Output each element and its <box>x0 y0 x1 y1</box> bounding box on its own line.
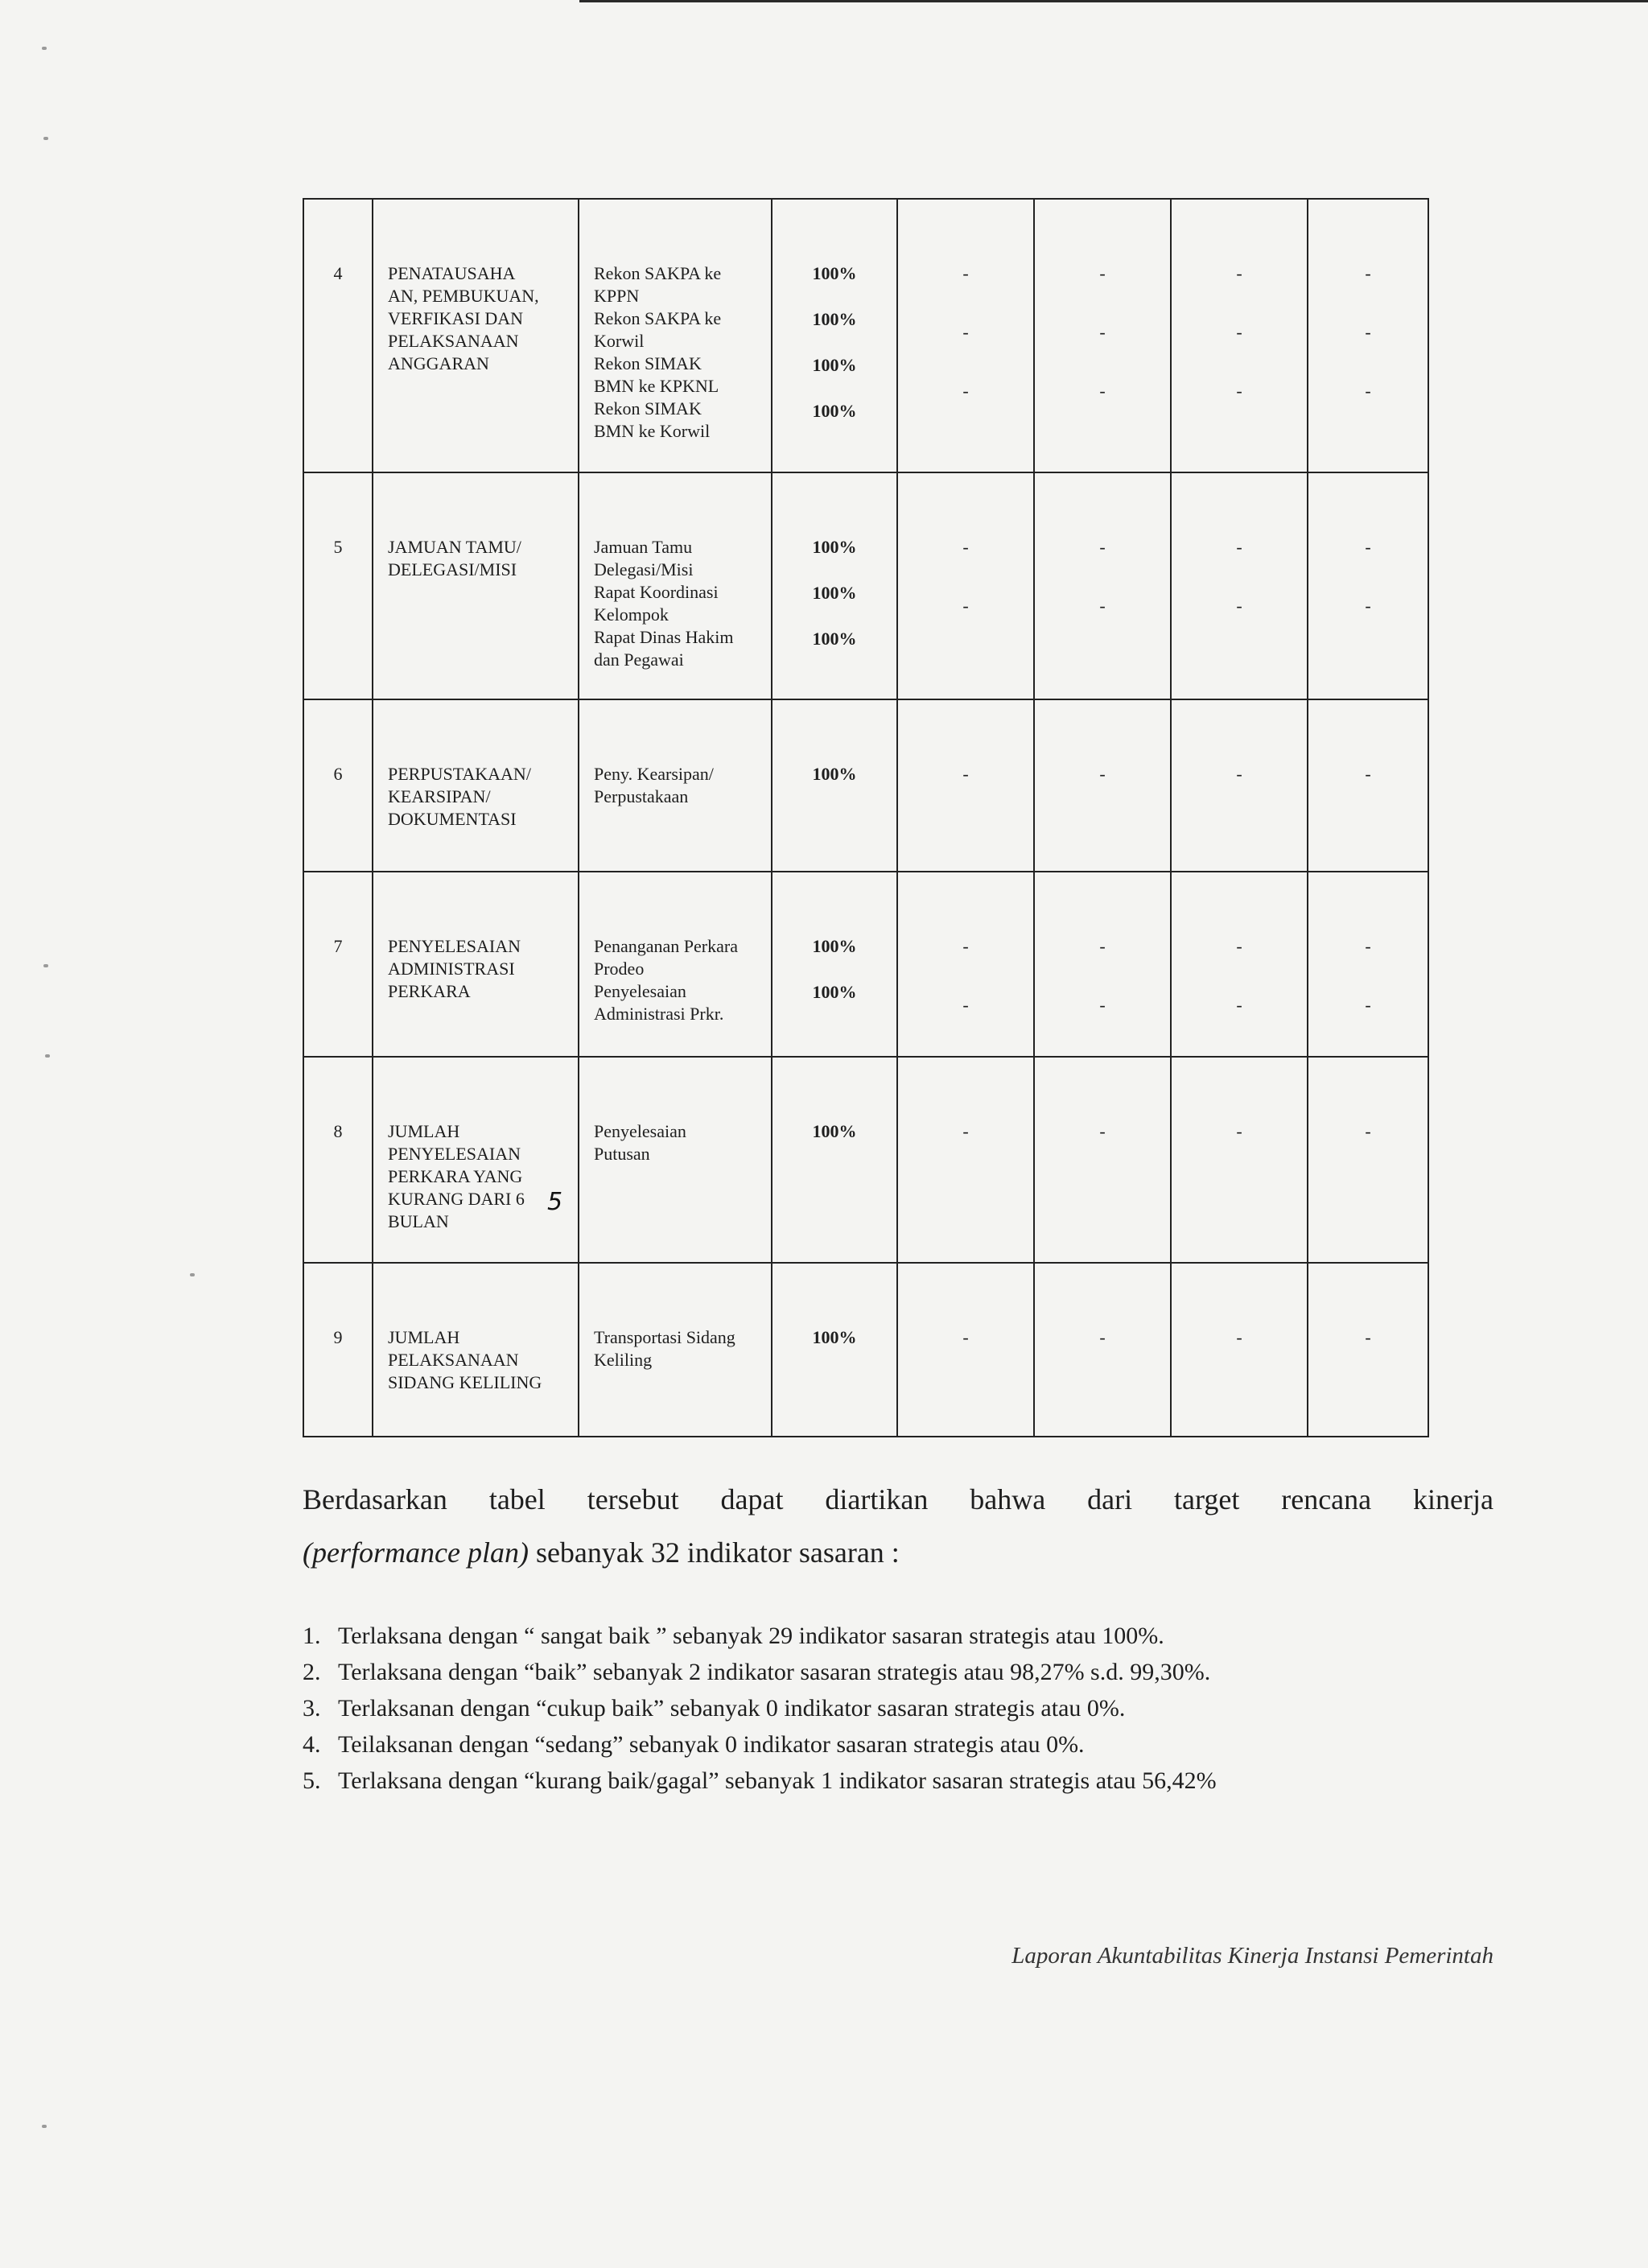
dash-mark: - <box>962 936 969 956</box>
list-number: 5. <box>303 1767 321 1794</box>
program-line: AN, PEMBUKUAN, <box>388 286 539 306</box>
empty-value-cell <box>1171 1263 1308 1437</box>
list-item <box>303 1654 1494 1690</box>
program-line: ANGGARAN <box>388 353 489 373</box>
empty-value-cell <box>1171 199 1308 472</box>
dash-mark: - <box>1236 596 1242 616</box>
list-number: 2. <box>303 1659 321 1685</box>
dash-mark: - <box>1365 537 1371 557</box>
table-body <box>303 199 1428 1437</box>
empty-value-cell <box>1034 472 1171 699</box>
activity-line: Kelompok <box>594 604 669 625</box>
list-number: 3. <box>303 1695 321 1722</box>
empty-value-cell <box>1308 872 1428 1057</box>
dash-mark: - <box>962 764 969 784</box>
table-row <box>303 699 1428 872</box>
dash-mark: - <box>962 263 969 283</box>
target-cell <box>772 699 897 872</box>
activity-line: Penyelesaian <box>594 981 686 1001</box>
program-line: PENYELESAIAN <box>388 1144 521 1164</box>
activity-line: Penanganan Perkara <box>594 936 738 956</box>
scan-speck <box>43 964 48 967</box>
activity-line: BMN ke Korwil <box>594 421 711 441</box>
target-value: 100% <box>812 982 857 1002</box>
target-value: 100% <box>812 401 857 421</box>
program-line: PERPUSTAKAAN/ <box>388 764 531 784</box>
target-value: 100% <box>812 355 857 375</box>
scan-speck <box>42 47 47 50</box>
program-line: JAMUAN TAMU/ <box>388 537 521 557</box>
empty-value-cell <box>1308 699 1428 872</box>
program-line: PENATAUSAHA <box>388 263 516 283</box>
dash-mark: - <box>962 995 969 1015</box>
dash-mark: - <box>1099 263 1106 283</box>
empty-value-cell <box>897 872 1034 1057</box>
list-text: Terlaksanan dengan “cukup baik” sebanyak 0 indikator sasaran strategis atau 0%. <box>338 1695 1126 1722</box>
program-line: KURANG DARI 6 <box>388 1189 525 1209</box>
row-number: 7 <box>303 872 373 1057</box>
dash-mark: - <box>1365 764 1371 784</box>
dash-mark: - <box>962 381 969 401</box>
activity-line: Peny. Kearsipan/ <box>594 764 714 784</box>
row-number: 5 <box>303 472 373 699</box>
activity-line: Rapat Koordinasi <box>594 582 719 602</box>
program-line: KEARSIPAN/ <box>388 786 491 806</box>
dash-mark: - <box>1365 322 1371 342</box>
target-value: 100% <box>812 309 857 329</box>
empty-value-cell <box>1034 199 1171 472</box>
target-cell <box>772 199 897 472</box>
activity-cell <box>579 699 772 872</box>
dash-mark: - <box>1099 1327 1106 1347</box>
empty-value-cell <box>897 199 1034 472</box>
target-value: 100% <box>812 1121 857 1141</box>
dash-mark: - <box>1365 1121 1371 1141</box>
program-line: PENYELESAIAN <box>388 936 521 956</box>
activity-line: Perpustakaan <box>594 786 689 806</box>
dash-mark: - <box>1236 1327 1242 1347</box>
dash-mark: - <box>1236 537 1242 557</box>
dash-mark: - <box>1236 322 1242 342</box>
list-text: Terlaksana dengan “kurang baik/gagal” sebanyak 1 indikator sasaran strategis atau 56,42% <box>338 1767 1217 1794</box>
dash-mark: - <box>1236 995 1242 1015</box>
summary-paragraph-continued <box>303 1526 1494 1579</box>
program-line: PELAKSANAAN <box>388 331 519 351</box>
dash-mark: - <box>1099 1121 1106 1141</box>
program-line: PERKARA YANG <box>388 1166 523 1186</box>
activity-line: Rekon SIMAK <box>594 353 702 373</box>
empty-value-cell <box>1034 699 1171 872</box>
row-number: 9 <box>303 1263 373 1437</box>
footer-title: Laporan Akuntabilitas Kinerja Instansi Pemerintah <box>1011 1943 1494 1969</box>
activity-line: Rapat Dinas Hakim <box>594 627 734 647</box>
activity-line: Rekon SAKPA ke <box>594 308 722 328</box>
dash-mark: - <box>962 322 969 342</box>
performance-table <box>303 198 1429 1437</box>
dash-mark: - <box>1099 381 1106 401</box>
dash-mark: - <box>962 537 969 557</box>
activity-line: Penyelesaian <box>594 1121 686 1141</box>
scan-speck <box>43 137 48 140</box>
empty-value-cell <box>1171 1057 1308 1263</box>
activity-line: Putusan <box>594 1144 650 1164</box>
empty-value-cell <box>1171 472 1308 699</box>
dash-mark: - <box>1365 263 1371 283</box>
activity-line: Delegasi/Misi <box>594 559 694 579</box>
program-cell <box>373 1057 579 1263</box>
table-row <box>303 1263 1428 1437</box>
activity-line: Korwil <box>594 331 645 351</box>
list-item <box>303 1763 1494 1799</box>
program-line: BULAN <box>388 1211 449 1231</box>
dash-mark: - <box>1365 1327 1371 1347</box>
scan-speck <box>190 1273 195 1276</box>
activity-line: Prodeo <box>594 959 645 979</box>
target-value: 100% <box>812 583 857 603</box>
dash-mark: - <box>1365 936 1371 956</box>
target-cell <box>772 1057 897 1263</box>
empty-value-cell <box>1171 872 1308 1057</box>
activity-cell <box>579 1057 772 1263</box>
dash-mark: - <box>1236 1121 1242 1141</box>
program-line: VERFIKASI DAN <box>388 308 524 328</box>
empty-value-cell <box>1308 199 1428 472</box>
dash-mark: - <box>1099 537 1106 557</box>
program-cell <box>373 199 579 472</box>
target-value: 100% <box>812 936 857 956</box>
program-cell <box>373 1263 579 1437</box>
dash-mark: - <box>1099 596 1106 616</box>
activity-line: Transportasi Sidang <box>594 1327 735 1347</box>
program-line: PELAKSANAAN <box>388 1350 519 1370</box>
activity-cell <box>579 1263 772 1437</box>
table-row <box>303 199 1428 472</box>
target-cell <box>772 872 897 1057</box>
empty-value-cell <box>1034 1057 1171 1263</box>
list-text: Teilaksanan dengan “sedang” sebanyak 0 indikator sasaran strategis atau 0%. <box>338 1731 1085 1758</box>
scan-edge-line <box>579 0 1648 2</box>
activity-line: dan Pegawai <box>594 649 684 670</box>
list-text: Terlaksana dengan “ sangat baik ” sebanyak 29 indikator sasaran strategis atau 100%. <box>338 1623 1164 1649</box>
activity-line: Administrasi Prkr. <box>594 1004 724 1024</box>
list-number: 1. <box>303 1623 321 1649</box>
activity-line: Keliling <box>594 1350 653 1370</box>
row-number: 8 <box>303 1057 373 1263</box>
list-number: 4. <box>303 1731 321 1758</box>
program-line: ADMINISTRASI <box>388 959 515 979</box>
empty-value-cell <box>897 699 1034 872</box>
dash-mark: - <box>1365 381 1371 401</box>
program-line: PERKARA <box>388 981 471 1001</box>
summary-paragraph: Berdasarkan tabel tersebut dapat diartikan bahwa dari target rencana kinerja <box>303 1483 1494 1515</box>
activity-line: Rekon SIMAK <box>594 398 702 419</box>
dash-mark: - <box>962 1121 969 1141</box>
activity-cell <box>579 472 772 699</box>
list-item <box>303 1618 1494 1654</box>
target-value: 100% <box>812 1327 857 1347</box>
activity-line: KPPN <box>594 286 640 306</box>
program-line: JUMLAH <box>388 1121 460 1141</box>
scan-speck <box>45 1054 50 1058</box>
table-row <box>303 1057 1428 1263</box>
dash-mark: - <box>1236 764 1242 784</box>
dash-mark: - <box>1099 936 1106 956</box>
target-cell <box>772 1263 897 1437</box>
dash-mark: - <box>962 596 969 616</box>
empty-value-cell <box>1308 472 1428 699</box>
target-cell <box>772 472 897 699</box>
list-item <box>303 1726 1494 1763</box>
activity-line: Jamuan Tamu <box>594 537 693 557</box>
table-row <box>303 872 1428 1057</box>
program-line: DELEGASI/MISI <box>388 559 517 579</box>
dash-mark: - <box>962 1327 969 1347</box>
dash-mark: - <box>1236 263 1242 283</box>
program-line: JUMLAH <box>388 1327 460 1347</box>
performance-plan-term: (performance plan) <box>303 1536 529 1569</box>
row-number: 6 <box>303 699 373 872</box>
empty-value-cell <box>897 1057 1034 1263</box>
program-cell <box>373 472 579 699</box>
table-row <box>303 472 1428 699</box>
dash-mark: - <box>1099 322 1106 342</box>
row-number: 4 <box>303 199 373 472</box>
activity-line: Rekon SAKPA ke <box>594 263 722 283</box>
activity-cell <box>579 872 772 1057</box>
program-cell <box>373 699 579 872</box>
list-text: Terlaksana dengan “baik” sebanyak 2 indikator sasaran strategis atau 98,27% s.d. 99,30%. <box>338 1659 1211 1685</box>
list-item <box>303 1690 1494 1726</box>
empty-value-cell <box>1171 699 1308 872</box>
dash-mark: - <box>1236 381 1242 401</box>
empty-value-cell <box>897 1263 1034 1437</box>
program-cell <box>373 872 579 1057</box>
summary-rest: sebanyak 32 indikator sasaran : <box>528 1536 900 1569</box>
dash-mark: - <box>1365 995 1371 1015</box>
empty-value-cell <box>1034 872 1171 1057</box>
target-value: 100% <box>812 537 857 557</box>
target-value: 100% <box>812 629 857 649</box>
empty-value-cell <box>1308 1263 1428 1437</box>
empty-value-cell <box>897 472 1034 699</box>
activity-line: BMN ke KPKNL <box>594 376 719 396</box>
scan-speck <box>42 2125 47 2128</box>
dash-mark: - <box>1099 995 1106 1015</box>
target-value: 100% <box>812 263 857 283</box>
dash-mark: - <box>1099 764 1106 784</box>
target-value: 100% <box>812 764 857 784</box>
indicator-list <box>303 1618 1494 1799</box>
empty-value-cell <box>1034 1263 1171 1437</box>
program-line: SIDANG KELILING <box>388 1372 542 1392</box>
dash-mark: - <box>1236 936 1242 956</box>
handwritten-correction: 5 <box>547 1188 563 1216</box>
dash-mark: - <box>1365 596 1371 616</box>
empty-value-cell <box>1308 1057 1428 1263</box>
program-line: DOKUMENTASI <box>388 809 517 829</box>
activity-cell <box>579 199 772 472</box>
